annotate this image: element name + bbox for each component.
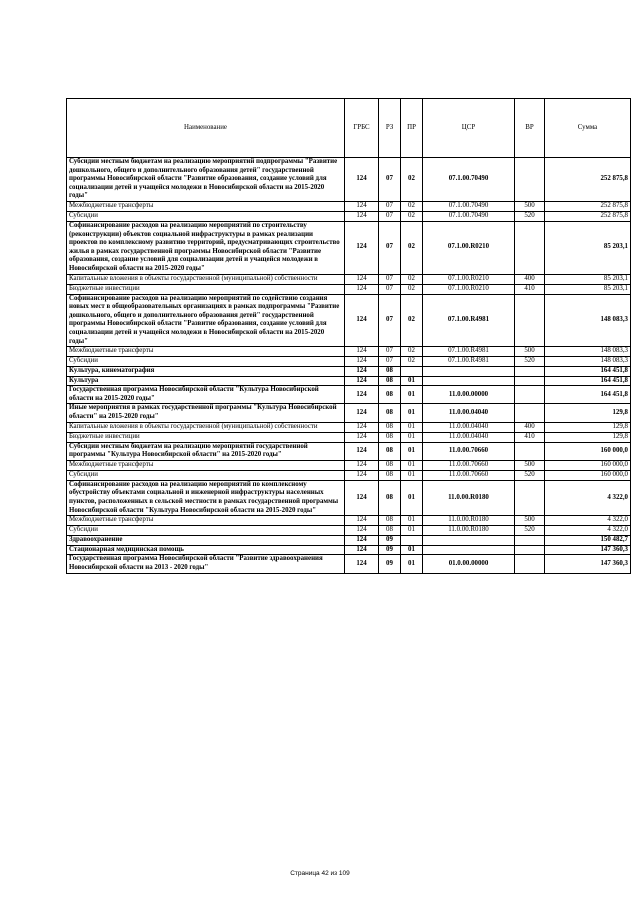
cell-rz: 09 xyxy=(379,536,401,546)
table-row xyxy=(67,274,631,284)
cell-vr: 500 xyxy=(515,516,545,526)
cell-name: Межбюджетные трансферты xyxy=(67,201,345,211)
cell-grbs: 124 xyxy=(345,536,379,546)
table-row xyxy=(67,201,631,211)
cell-grbs: 124 xyxy=(345,555,379,573)
cell-grbs: 124 xyxy=(345,347,379,357)
cell-name: Капитальные вложения в объекты государственной (муниципальной) собственности xyxy=(67,422,345,432)
cell-grbs: 124 xyxy=(345,460,379,470)
cell-rz: 07 xyxy=(379,284,401,294)
cell-sum: 148 083,3 xyxy=(545,294,631,347)
table-row xyxy=(67,357,631,367)
cell-name: Софинансирование расходов на реализацию мероприятий по комплексному обустройству объектами социальной и инженерной инфраструктуры населенных пунктов, расположенных в сельской местности в рамках государственной программы Новосибирской области "Культура Новосибирской области на 2015-2020 годы" xyxy=(67,480,345,515)
cell-vr xyxy=(515,442,545,460)
table-row xyxy=(67,386,631,404)
cell-csr: 01.0.00.00000 xyxy=(423,555,515,573)
cell-name: Стационарная медицинская помощь xyxy=(67,545,345,555)
cell-csr: 07.1.00.R0210 xyxy=(423,274,515,284)
header-name: Наименование xyxy=(67,99,345,158)
header-csr: ЦСР xyxy=(423,99,515,158)
cell-vr: 520 xyxy=(515,211,545,221)
table-row xyxy=(67,470,631,480)
cell-name: Бюджетные инвестиции xyxy=(67,284,345,294)
cell-rz: 08 xyxy=(379,442,401,460)
cell-grbs: 124 xyxy=(345,211,379,221)
table-body xyxy=(67,158,631,574)
cell-csr xyxy=(423,545,515,555)
cell-grbs: 124 xyxy=(345,386,379,404)
cell-csr: 07.1.00.70490 xyxy=(423,211,515,221)
table-row xyxy=(67,480,631,515)
cell-vr: 520 xyxy=(515,470,545,480)
cell-csr: 11.0.00.70660 xyxy=(423,442,515,460)
cell-pr xyxy=(401,536,423,546)
cell-rz: 08 xyxy=(379,422,401,432)
cell-grbs: 124 xyxy=(345,545,379,555)
cell-csr: 07.1.00.R4981 xyxy=(423,294,515,347)
cell-sum: 148 083,3 xyxy=(545,347,631,357)
cell-vr: 400 xyxy=(515,274,545,284)
cell-sum: 160 000,0 xyxy=(545,460,631,470)
cell-name: Межбюджетные трансферты xyxy=(67,460,345,470)
cell-pr: 01 xyxy=(401,460,423,470)
cell-vr: 500 xyxy=(515,347,545,357)
cell-vr: 500 xyxy=(515,201,545,211)
cell-sum: 4 322,0 xyxy=(545,480,631,515)
table-row xyxy=(67,460,631,470)
cell-rz: 07 xyxy=(379,158,401,202)
cell-sum: 4 322,0 xyxy=(545,516,631,526)
cell-csr: 11.0.00.70660 xyxy=(423,470,515,480)
cell-vr xyxy=(515,386,545,404)
cell-sum: 147 360,3 xyxy=(545,555,631,573)
cell-vr xyxy=(515,221,545,274)
table-row xyxy=(67,555,631,573)
cell-csr: 11.0.00.R0180 xyxy=(423,526,515,536)
cell-rz: 07 xyxy=(379,294,401,347)
cell-name: Софинансирование расходов на реализацию мероприятий по содействию создания новых мест в общеобразовательных организациях в рамках подпрограммы "Развитие дошкольного, общего и дополнительного образования детей" государственной программы Новосибирской области "Развитие образования, создание условий для социализации детей и учащейся молодежи в Новосибирской области на 2015-2020 годы" xyxy=(67,294,345,347)
cell-grbs: 124 xyxy=(345,516,379,526)
cell-sum: 85 203,1 xyxy=(545,221,631,274)
cell-pr: 01 xyxy=(401,480,423,515)
cell-grbs: 124 xyxy=(345,221,379,274)
table-row xyxy=(67,526,631,536)
cell-csr: 11.0.00.04040 xyxy=(423,404,515,422)
cell-name: Государственная программа Новосибирской области "Культура Новосибирской области на 2015-2020 годы" xyxy=(67,386,345,404)
table-row xyxy=(67,211,631,221)
header-vr: ВР xyxy=(515,99,545,158)
cell-csr: 07.1.00.R0210 xyxy=(423,284,515,294)
cell-sum: 252 875,8 xyxy=(545,211,631,221)
table-row xyxy=(67,432,631,442)
cell-rz: 08 xyxy=(379,404,401,422)
table-row xyxy=(67,158,631,202)
cell-sum: 252 875,8 xyxy=(545,201,631,211)
cell-vr xyxy=(515,294,545,347)
cell-sum: 160 000,0 xyxy=(545,470,631,480)
cell-sum: 252 875,8 xyxy=(545,158,631,202)
cell-rz: 07 xyxy=(379,357,401,367)
cell-sum: 129,8 xyxy=(545,432,631,442)
table-row xyxy=(67,404,631,422)
cell-pr: 02 xyxy=(401,211,423,221)
cell-vr xyxy=(515,367,545,377)
cell-csr: 11.0.00.R0180 xyxy=(423,516,515,526)
table-row xyxy=(67,516,631,526)
cell-pr: 02 xyxy=(401,158,423,202)
cell-pr: 02 xyxy=(401,274,423,284)
cell-name: Субсидии xyxy=(67,470,345,480)
cell-rz: 09 xyxy=(379,545,401,555)
cell-csr: 07.1.00.R0210 xyxy=(423,221,515,274)
cell-grbs: 124 xyxy=(345,376,379,386)
cell-pr: 01 xyxy=(401,442,423,460)
cell-grbs: 124 xyxy=(345,357,379,367)
cell-pr: 02 xyxy=(401,201,423,211)
cell-pr: 01 xyxy=(401,516,423,526)
cell-rz: 07 xyxy=(379,211,401,221)
cell-rz: 07 xyxy=(379,347,401,357)
cell-pr: 01 xyxy=(401,432,423,442)
cell-grbs: 124 xyxy=(345,274,379,284)
cell-name: Государственная программа Новосибирской области "Развитие здравоохранения Новосибирской области на 2013 - 2020 годы" xyxy=(67,555,345,573)
cell-grbs: 124 xyxy=(345,284,379,294)
cell-grbs: 124 xyxy=(345,480,379,515)
cell-vr xyxy=(515,480,545,515)
header-rz: РЗ xyxy=(379,99,401,158)
cell-csr: 11.0.00.70660 xyxy=(423,460,515,470)
cell-vr xyxy=(515,158,545,202)
cell-csr xyxy=(423,367,515,377)
table-row xyxy=(67,376,631,386)
header-pr: ПР xyxy=(401,99,423,158)
table-header-row xyxy=(67,99,631,158)
table-row xyxy=(67,221,631,274)
cell-name: Субсидии xyxy=(67,211,345,221)
cell-name: Культура, кинематография xyxy=(67,367,345,377)
cell-grbs: 124 xyxy=(345,470,379,480)
table-row xyxy=(67,545,631,555)
cell-rz: 08 xyxy=(379,367,401,377)
table-row xyxy=(67,347,631,357)
cell-sum: 129,8 xyxy=(545,404,631,422)
cell-pr: 01 xyxy=(401,470,423,480)
cell-csr: 07.1.00.70490 xyxy=(423,201,515,211)
cell-csr: 07.1.00.70490 xyxy=(423,158,515,202)
cell-sum: 164 451,8 xyxy=(545,376,631,386)
cell-csr xyxy=(423,376,515,386)
cell-name: Субсидии xyxy=(67,526,345,536)
cell-rz: 08 xyxy=(379,460,401,470)
cell-name: Субсидии местным бюджетам на реализацию мероприятий государственной программы "Культура Новосибирской области" на 2015-2020 годы" xyxy=(67,442,345,460)
cell-name: Межбюджетные трансферты xyxy=(67,347,345,357)
cell-rz: 08 xyxy=(379,386,401,404)
cell-rz: 08 xyxy=(379,470,401,480)
cell-vr: 500 xyxy=(515,460,545,470)
cell-rz: 08 xyxy=(379,432,401,442)
cell-csr: 11.0.00.04040 xyxy=(423,422,515,432)
cell-rz: 07 xyxy=(379,201,401,211)
cell-vr: 400 xyxy=(515,422,545,432)
cell-vr: 520 xyxy=(515,357,545,367)
cell-vr xyxy=(515,555,545,573)
cell-vr: 410 xyxy=(515,432,545,442)
cell-name: Субсидии xyxy=(67,357,345,367)
cell-pr: 01 xyxy=(401,376,423,386)
cell-name: Субсидии местным бюджетам на реализацию мероприятий подпрограммы "Развитие дошкольного, общего и дополнительного образования детей" государственной программы Новосибирской области "Развитие образования, создание условий для социализации детей и учащейся молодежи в Новосибирской области на 2015-2020 годы" xyxy=(67,158,345,202)
cell-sum: 160 000,0 xyxy=(545,442,631,460)
cell-sum: 4 322,0 xyxy=(545,526,631,536)
header-sum: Сумма xyxy=(545,99,631,158)
cell-vr xyxy=(515,376,545,386)
cell-sum: 164 451,8 xyxy=(545,367,631,377)
cell-name: Здравоохранение xyxy=(67,536,345,546)
cell-name: Бюджетные инвестиции xyxy=(67,432,345,442)
cell-pr: 01 xyxy=(401,422,423,432)
table-row xyxy=(67,367,631,377)
cell-grbs: 124 xyxy=(345,294,379,347)
table-row xyxy=(67,536,631,546)
header-grbs: ГРБС xyxy=(345,99,379,158)
table-row xyxy=(67,442,631,460)
cell-csr: 07.1.00.R4981 xyxy=(423,357,515,367)
cell-sum: 147 360,3 xyxy=(545,545,631,555)
cell-grbs: 124 xyxy=(345,201,379,211)
cell-name: Капитальные вложения в объекты государственной (муниципальной) собственности xyxy=(67,274,345,284)
cell-pr: 01 xyxy=(401,526,423,536)
cell-rz: 09 xyxy=(379,555,401,573)
cell-sum: 129,8 xyxy=(545,422,631,432)
cell-pr: 01 xyxy=(401,386,423,404)
cell-csr: 07.1.00.R4981 xyxy=(423,347,515,357)
cell-name: Иные мероприятия в рамках государственной программы "Культура Новосибирской области" на 2015-2020 годы" xyxy=(67,404,345,422)
cell-grbs: 124 xyxy=(345,158,379,202)
table-row xyxy=(67,284,631,294)
cell-pr: 01 xyxy=(401,404,423,422)
cell-grbs: 124 xyxy=(345,422,379,432)
cell-sum: 164 451,8 xyxy=(545,386,631,404)
cell-csr xyxy=(423,536,515,546)
cell-vr: 520 xyxy=(515,526,545,536)
cell-pr: 02 xyxy=(401,284,423,294)
cell-rz: 08 xyxy=(379,376,401,386)
cell-vr xyxy=(515,536,545,546)
cell-pr: 02 xyxy=(401,347,423,357)
cell-pr: 02 xyxy=(401,221,423,274)
cell-pr: 02 xyxy=(401,294,423,347)
cell-grbs: 124 xyxy=(345,432,379,442)
cell-name: Культура xyxy=(67,376,345,386)
cell-pr xyxy=(401,367,423,377)
cell-sum: 148 083,3 xyxy=(545,357,631,367)
cell-rz: 08 xyxy=(379,480,401,515)
cell-grbs: 124 xyxy=(345,526,379,536)
cell-pr: 01 xyxy=(401,555,423,573)
budget-table xyxy=(66,98,631,574)
cell-vr xyxy=(515,545,545,555)
table-row xyxy=(67,294,631,347)
cell-rz: 07 xyxy=(379,274,401,284)
cell-vr xyxy=(515,404,545,422)
page-number: Страница 42 из 109 xyxy=(290,870,350,877)
cell-pr: 02 xyxy=(401,357,423,367)
cell-csr: 11.0.00.04040 xyxy=(423,432,515,442)
cell-rz: 08 xyxy=(379,526,401,536)
cell-vr: 410 xyxy=(515,284,545,294)
cell-rz: 08 xyxy=(379,516,401,526)
cell-grbs: 124 xyxy=(345,367,379,377)
cell-grbs: 124 xyxy=(345,404,379,422)
cell-sum: 85 203,1 xyxy=(545,274,631,284)
cell-sum: 150 482,7 xyxy=(545,536,631,546)
cell-grbs: 124 xyxy=(345,442,379,460)
cell-csr: 11.0.00.R0180 xyxy=(423,480,515,515)
cell-csr: 11.0.00.00000 xyxy=(423,386,515,404)
cell-name: Межбюджетные трансферты xyxy=(67,516,345,526)
cell-rz: 07 xyxy=(379,221,401,274)
table-row xyxy=(67,422,631,432)
cell-pr: 01 xyxy=(401,545,423,555)
cell-sum: 85 203,1 xyxy=(545,284,631,294)
cell-name: Софинансирование расходов на реализацию мероприятий по строительству (реконструкции) объектов социальной инфраструктуры в рамках реализации проектов по комплексному развитию территорий, предусматривающих строительство жилья в рамках государственной программы Новосибирской области "Развитие образования, создание условий для социализации детей и учащейся молодежи в Новосибирской области на 2015-2020 годы" xyxy=(67,221,345,274)
